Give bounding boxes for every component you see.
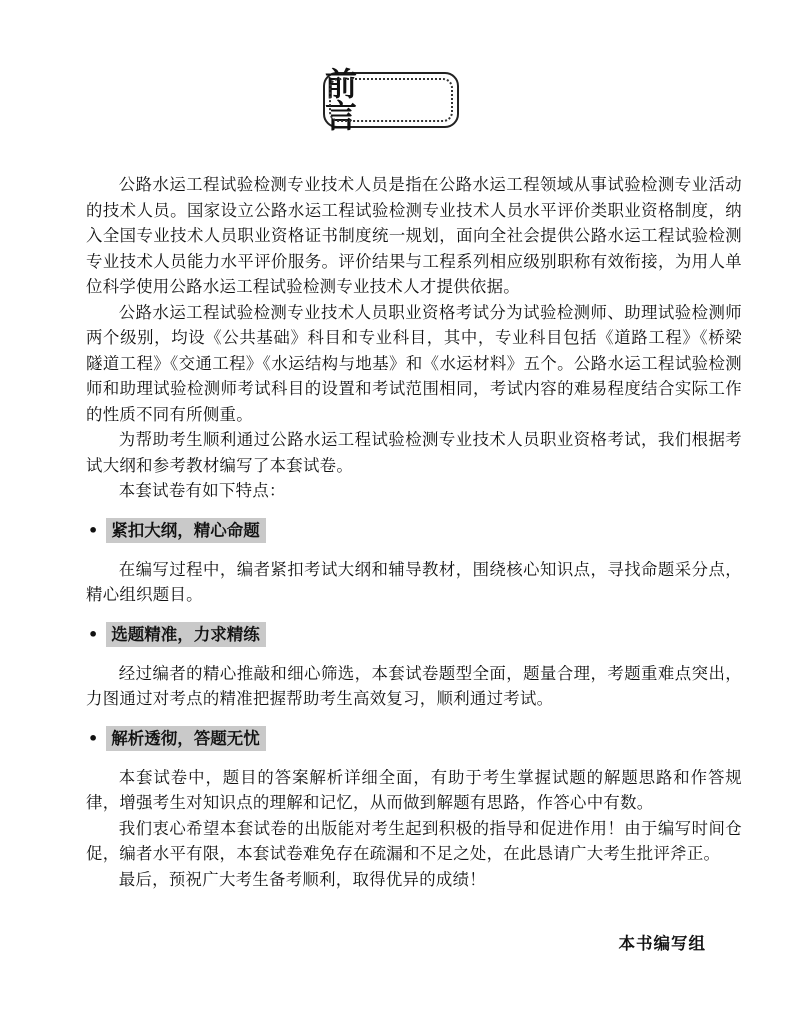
intro-paragraph-3: 为帮助考生顺利通过公路水运工程试验检测专业技术人员职业资格考试，我们根据考试大纲和参考教材编写了本套试卷。 [86,430,742,475]
closing-paragraph-2: 最后，预祝广大考生备考顺利，取得优异的成绩！ [118,869,486,889]
section-heading-text: 解析透彻，答题无忧 [106,726,266,751]
title-frame [323,65,459,135]
section-heading-text: 选题精准，力求精练 [106,622,266,647]
section-paragraph-1: 在编写过程中，编者紧扣考试大纲和辅导教材，围绕核心知识点，寻找命题采分点，精心组织题目。 [86,559,742,604]
section-heading-text: 紧扣大纲，精心命题 [106,518,266,543]
bullet-icon: • [88,520,99,540]
section-paragraph-2: 经过编者的精心推敲和细心筛选，本套试卷题型全面，题量合理，考题重难点突出，力图通过对考点的精准把握帮助考生高效复习，顺利通过考试。 [86,663,742,708]
bullet-icon: • [88,624,99,644]
closing-paragraph-1: 我们衷心希望本套试卷的出版能对考生起到积极的指导和促进作用！由于编写时间仓促，编者水平有限，本套试卷难免存在疏漏和不足之处，在此恳请广大考生批评斧正。 [86,818,742,863]
bullet-icon: • [88,728,99,748]
intro-paragraph-1: 公路水运工程试验检测专业技术人员是指在公路水运工程领域从事试验检测专业活动的技术人员。国家设立公路水运工程试验检测专业技术人员水平评价类职业资格制度，纳入全国专业技术人员职业资格证书制度统一规划，面向全社会提供公路水运工程试验检测专业技术人员能力水平评价服务。评价结果与工程系列相应级别职称有效衔接，为用人单位科学使用公路水运工程试验检测专业技术人才提供依据。 [86,175,742,296]
body-content [86,172,742,892]
section-paragraph-3: 本套试卷中，题目的答案解析详细全面，有助于考生掌握试题的解题思路和作答规律，增强考生对知识点的理解和记忆，从而做到解题有思路，作答心中有数。 [86,767,742,812]
section-heading-3 [88,726,742,751]
section-heading-1 [88,518,742,543]
intro-paragraph-2: 公路水运工程试验检测专业技术人员职业资格考试分为试验检测师、助理试验检测师两个级别，均设《公共基础》科目和专业科目，其中，专业科目包括《道路工程》《桥梁隧道工程》《交通工程》《水运结构与地基》和《水运材料》五个。公路水运工程试验检测师和助理试验检测师考试科目的设置和考试范围相同，考试内容的难易程度结合实际工作的性质不同有所侧重。 [86,302,742,424]
author-signature: 本书编写组 [618,934,706,953]
page-title: 前 言 [325,65,392,135]
intro-paragraph-4: 本套试卷有如下特点： [118,481,286,500]
section-heading-2 [88,622,742,647]
